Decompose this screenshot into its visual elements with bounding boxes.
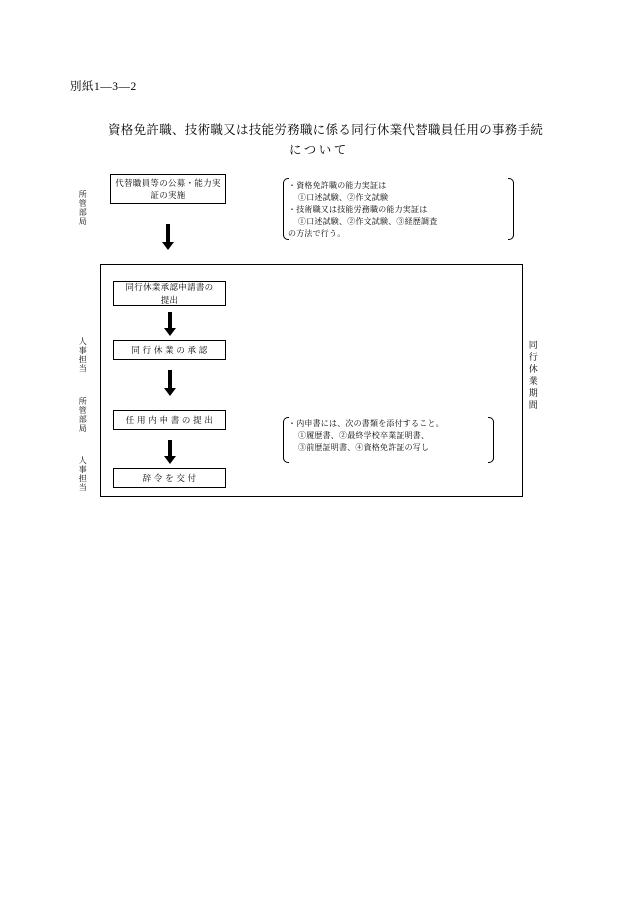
page-title-subline: について — [289, 143, 349, 157]
process-box-approval — [113, 340, 226, 360]
label-jinji-tantou-top: 人事担当 — [78, 337, 88, 373]
process-box-appointment-request — [113, 410, 226, 430]
process-box-application-line1: 同行休業承認申請書の — [125, 282, 214, 293]
process-box-appointment-request-line1: 任 用 内 申 書 の 提 出 — [125, 414, 214, 425]
process-box-order-issue — [113, 468, 226, 488]
note-required-documents — [288, 418, 444, 454]
note-line: ・技術職又は技能労務職の能力実証は — [288, 205, 428, 214]
label-shokan-bukyoku-top: 所管部局 — [78, 190, 88, 226]
note-ability-verification — [288, 180, 437, 240]
note-line: ・資格免許職の能力実証は — [288, 181, 387, 190]
note-bracket-left — [283, 182, 284, 236]
note-bracket-right — [513, 182, 514, 236]
note-line: の方法で行う。 — [288, 229, 346, 238]
label-shokan-bukyoku-bottom: 所管部局 — [78, 397, 88, 433]
label-leave-period: 同行休業期間 — [527, 340, 538, 412]
page-title: 資格免許職、技術職又は技能労務職に係る同行休業代替職員任用の事務手続 — [108, 123, 544, 137]
document-id: 別紙1—3—2 — [70, 81, 137, 93]
process-box-application-line2: 提出 — [160, 294, 179, 305]
arrow-down-icon — [164, 440, 176, 464]
process-box-recruitment — [110, 174, 226, 204]
note-bracket-right — [493, 421, 494, 459]
process-box-recruitment-line1: 代替職員等の公募・能力実 — [115, 177, 221, 188]
note-line: ・内申書には、次の書類を添付すること。 — [288, 419, 444, 428]
process-box-recruitment-line2: 証の実施 — [150, 190, 186, 200]
note-bracket-left — [283, 421, 284, 459]
arrow-down-icon — [164, 370, 176, 396]
process-box-application — [113, 281, 226, 306]
label-jinji-tantou-bottom: 人事担当 — [78, 456, 88, 492]
note-line: ①口述試験、②作文試験、③経歴調査 — [298, 217, 438, 226]
note-line: ③前歴証明書、④資格免許証の写し — [298, 443, 430, 452]
process-box-order-issue-line1: 辞 令 を 交 付 — [142, 472, 197, 483]
note-line: ①口述試験、②作文試験 — [298, 193, 389, 202]
note-line: ①履歴書、②最終学校卒業証明書、 — [298, 431, 430, 440]
process-box-approval-line1: 同 行 休 業 の 承 認 — [131, 344, 208, 355]
arrow-down-icon — [164, 312, 176, 336]
arrow-down-icon — [162, 224, 174, 250]
